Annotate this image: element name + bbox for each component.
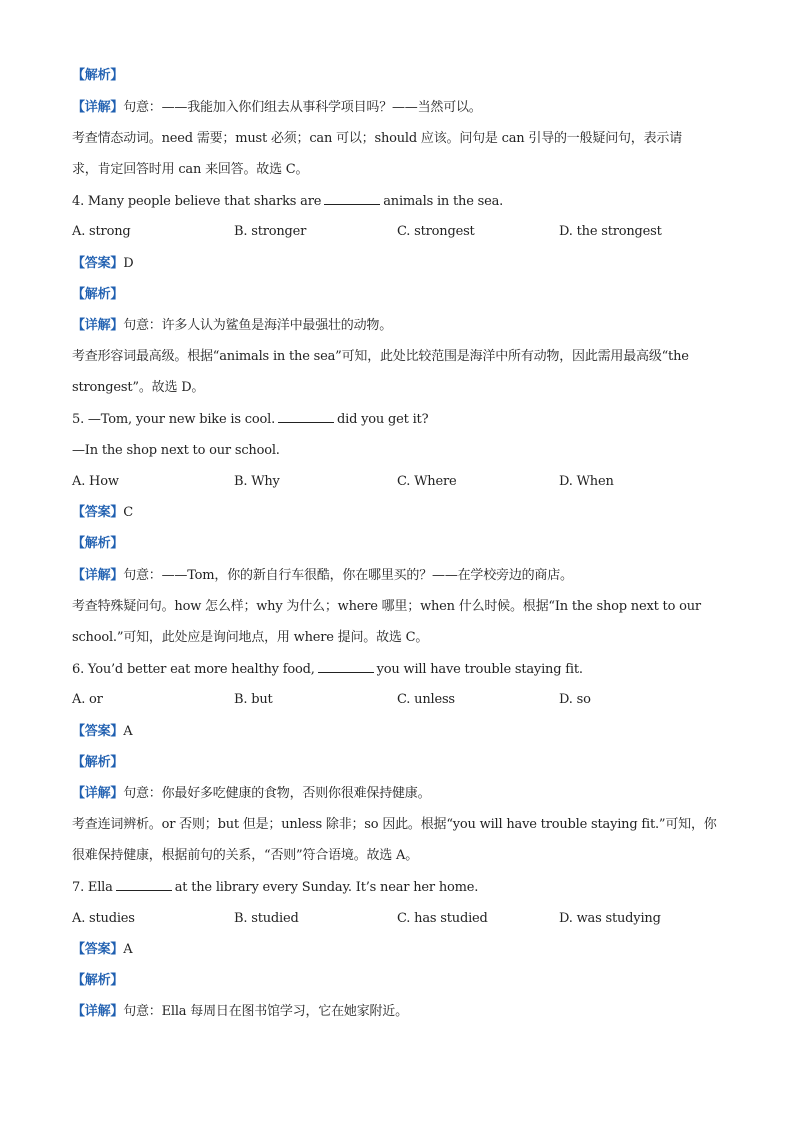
explanation-line: 考查形容词最高级。根据“animals in the sea”可知，此处比较范围是海洋中所有动物，因此需用最高级“the	[72, 349, 689, 364]
option-c: C. strongest	[397, 224, 475, 239]
option-a: A. strong	[72, 224, 131, 239]
analysis-heading: 【解析】	[72, 755, 124, 770]
options-row	[72, 691, 732, 709]
answer-blank	[318, 660, 374, 673]
detail-line: 【详解】句意：——我能加入你们组去从事科学项目吗？——当然可以。	[72, 100, 482, 115]
option-c: C. has studied	[397, 911, 488, 926]
options-row	[72, 910, 732, 928]
option-d: D. was studying	[559, 911, 661, 926]
explanation-line: 考查连词辨析。or 否则；but 但是；unless 除非；so 因此。根据“you will have trouble staying fit.”可知，你	[72, 817, 717, 832]
explanation-line: 很难保持健康，根据前句的关系，“否则”符合语境。故选 A。	[72, 848, 419, 863]
question-stem: 4. Many people believe that sharks are animals in the sea.	[72, 194, 504, 209]
explanation-line: strongest”。故选 D。	[72, 380, 205, 395]
option-b: B. stronger	[234, 224, 307, 239]
detail-line: 【详解】句意：Ella 每周日在图书馆学习，它在她家附近。	[72, 1004, 408, 1019]
answer-blank	[278, 410, 334, 423]
answer-line: 【答案】A	[72, 942, 133, 957]
explanation-line: school.”可知，此处应是询问地点，用 where 提问。故选 C。	[72, 630, 429, 645]
answer-line: 【答案】C	[72, 505, 133, 520]
question-stem-reply: —In the shop next to our school.	[72, 443, 280, 458]
explanation-line: 考查情态动词。need 需要；must 必须；can 可以；should 应该。问句是 can 引导的一般疑问句，表示请	[72, 131, 683, 146]
analysis-heading: 【解析】	[72, 973, 124, 988]
option-b: B. Why	[234, 474, 280, 489]
detail-line: 【详解】句意：——Tom，你的新自行车很酷，你在哪里买的？——在学校旁边的商店。	[72, 568, 573, 583]
option-b: B. but	[234, 692, 273, 707]
option-d: D. so	[559, 692, 591, 707]
question-stem: 5. —Tom, your new bike is cool. did you get it?	[72, 412, 429, 427]
explanation-line: 求，肯定回答时用 can 来回答。故选 C。	[72, 162, 309, 177]
answer-blank	[324, 192, 380, 205]
options-row	[72, 223, 732, 241]
option-b: B. studied	[234, 911, 299, 926]
option-d: D. When	[559, 474, 614, 489]
detail-line: 【详解】句意：许多人认为鲨鱼是海洋中最强壮的动物。	[72, 318, 393, 333]
answer-line: 【答案】D	[72, 256, 134, 271]
analysis-heading: 【解析】	[72, 536, 124, 551]
option-a: A. studies	[72, 911, 135, 926]
question-stem: 6. You’d better eat more healthy food, you will have trouble staying fit.	[72, 662, 583, 677]
option-a: A. How	[72, 474, 119, 489]
question-stem: 7. Ella at the library every Sunday. It’s near her home.	[72, 880, 479, 895]
detail-line: 【详解】句意：你最好多吃健康的食物，否则你很难保持健康。	[72, 786, 431, 801]
option-a: A. or	[72, 692, 103, 707]
option-c: C. Where	[397, 474, 457, 489]
analysis-heading: 【解析】	[72, 68, 124, 83]
option-d: D. the strongest	[559, 224, 662, 239]
answer-line: 【答案】A	[72, 724, 133, 739]
analysis-heading: 【解析】	[72, 287, 124, 302]
answer-blank	[116, 878, 172, 891]
explanation-line: 考查特殊疑问句。how 怎么样；why 为什么；where 哪里；when 什么时候。根据“In the shop next to our	[72, 599, 701, 614]
options-row	[72, 473, 732, 491]
option-c: C. unless	[397, 692, 455, 707]
